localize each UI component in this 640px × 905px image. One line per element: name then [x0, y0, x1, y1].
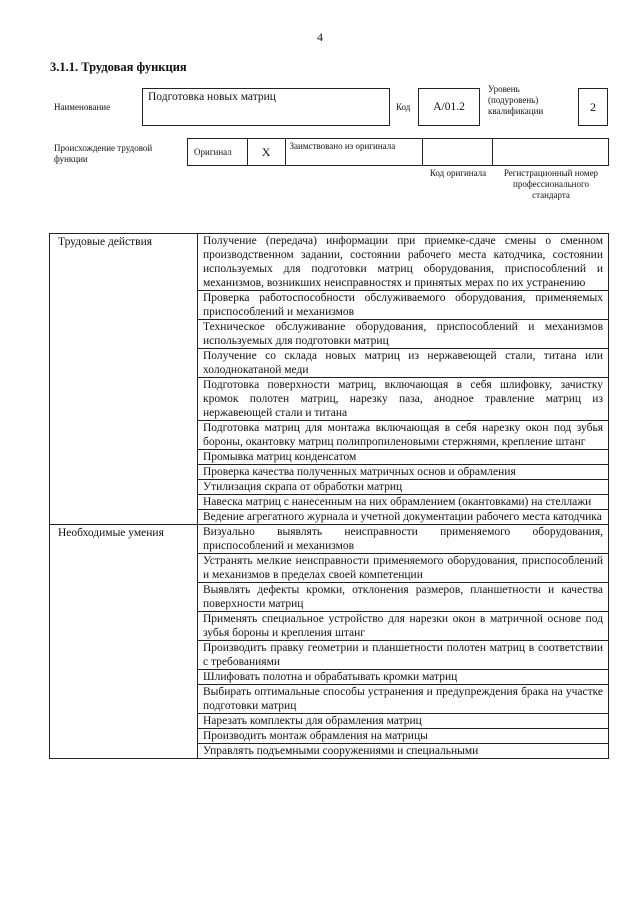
code-original-cell [423, 139, 493, 165]
section-item: Получение (передача) информации при приемке-сдаче смены о сменном производственном задании, состоянии рабочего места катодчика, состоянии используемых для подготовки матриц оборудования, приспособлений и механизмов, возникших неисправностях и принятых мерах по их устранению [198, 234, 609, 291]
code-original-caption: Код оригинала [429, 168, 487, 178]
section-item: Техническое обслуживание оборудования, приспособлений и механизмов используемых для подготовки матриц [198, 320, 609, 349]
section-item: Утилизация скрапа от обработки матриц [198, 480, 609, 495]
section-item: Нарезать комплекты для обрамления матриц [198, 714, 609, 729]
code-value: А/01.2 [418, 88, 480, 126]
section-item: Подготовка поверхности матриц, включающая в себя шлифовку, зачистку кромок полотен матриц, нарезку паза, анодное травление матриц из нержавеющей стали и титана [198, 378, 609, 421]
level-label: Уровень (подуровень) квалификации [488, 84, 544, 116]
level-value: 2 [578, 88, 608, 126]
section-item: Управлять подъемными сооружениями и специальными [198, 744, 609, 759]
section-category: Необходимые умения [50, 525, 198, 759]
function-table [49, 233, 609, 759]
origin-table [187, 138, 609, 166]
section-item: Навеска матриц с нанесенным на них обрамлением (окантовками) на стеллажи [198, 495, 609, 510]
section-item: Получение со склада новых матриц из нержавеющей стали, титана или холоднокатаной меди [198, 349, 609, 378]
section-item: Шлифовать полотна и обрабатывать кромки матриц [198, 670, 609, 685]
section-item: Проверка работоспособности обслуживаемого оборудования, применяемых приспособлений и механизмов [198, 291, 609, 320]
function-name-value: Подготовка новых матриц [142, 88, 390, 126]
section-item: Визуально выявлять неисправности применяемого оборудования, приспособлений и механизмов [198, 525, 609, 554]
name-label: Наименование [54, 102, 111, 112]
table-row [50, 525, 609, 554]
code-label: Код [396, 102, 411, 112]
page-number: 4 [317, 30, 323, 44]
reg-number-caption: Регистрационный номер профессионального стандарта [503, 168, 599, 200]
section-item: Выбирать оптимальные способы устранения и предупреждения брака на участке подготовки матриц [198, 685, 609, 714]
section-item: Устранять мелкие неисправности применяемого оборудования, приспособлений и механизмов в пределах своей компетенции [198, 554, 609, 583]
original-mark: Х [248, 139, 286, 165]
origin-label: Происхождение трудовой функции [54, 143, 153, 164]
table-row [50, 234, 609, 291]
section-item: Проверка качества полученных матричных основ и обрамления [198, 465, 609, 480]
section-item: Применять специальное устройство для нарезки окон в матричной основе под зубья бороны и крепления штанг [198, 612, 609, 641]
original-label: Оригинал [188, 139, 248, 165]
section-item: Производить правку геометрии и планшетности полотен матриц в соответствии с требованиями [198, 641, 609, 670]
section-item: Выявлять дефекты кромки, отклонения размеров, планшетности и качества поверхности матриц [198, 583, 609, 612]
section-category: Трудовые действия [50, 234, 198, 525]
section-title: 3.1.1. Трудовая функция [50, 60, 187, 74]
reg-number-cell [493, 139, 608, 165]
borrowed-label: Заимствовано из оригинала [286, 139, 423, 165]
section-item: Промывка матриц конденсатом [198, 450, 609, 465]
section-item: Производить монтаж обрамления на матрицы [198, 729, 609, 744]
section-item: Ведение агрегатного журнала и учетной документации рабочего места катодчика [198, 510, 609, 525]
section-item: Подготовка матриц для монтажа включающая в себя нарезку окон под зубья бороны, окантовку матриц полипропиленовыми стержнями, крепление штанг [198, 421, 609, 450]
